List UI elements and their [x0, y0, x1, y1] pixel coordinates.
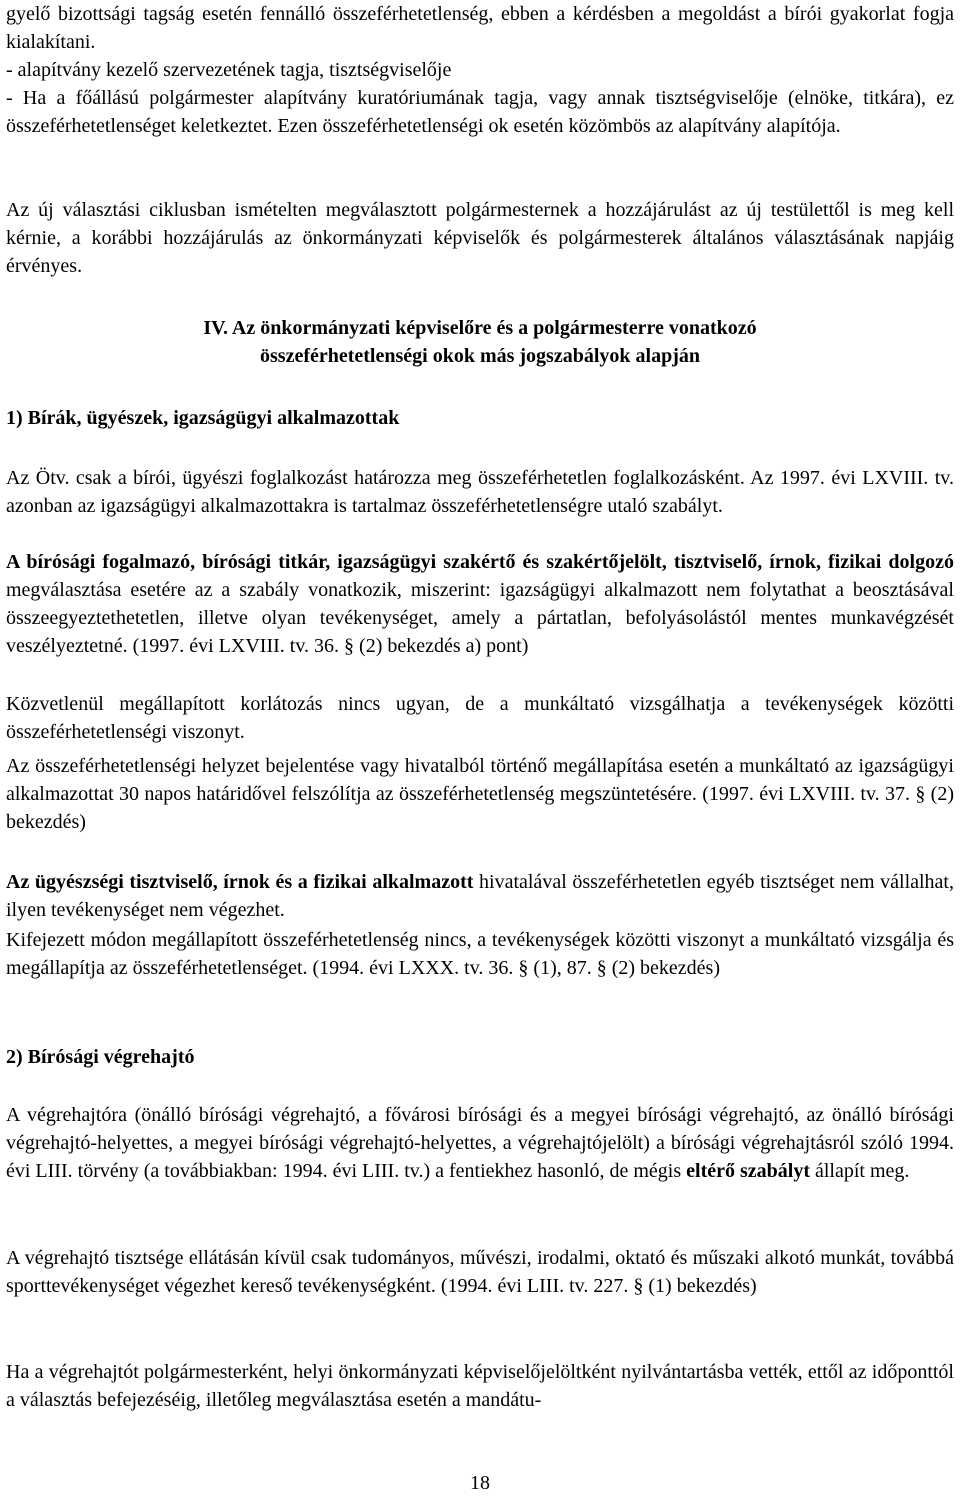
section-heading: IV. Az önkormányzati képviselőre és a polgármesterre vonatkozó [203, 317, 757, 339]
bold-text: Az ügyészségi tisztviselő, írnok és a fizikai alkalmazott [6, 871, 474, 893]
paragraph: Kifejezett módon megállapított összeférhetetlenség nincs, a tevékenységek közötti viszonyt a munkáltató vizsgálja és megállapítja az összeférhetetlenséget. (1994. évi LXXX. tv. 36. § (1), 87. § (2) bekezdés) [6, 929, 954, 979]
paragraph: Közvetlenül megállapított korlátozás nincs ugyan, de a munkáltató vizsgálhatja a tevékenységek közötti összeférhetetlenségi viszonyt. [6, 693, 954, 743]
paragraph [6, 1101, 954, 1185]
bold-text: A bírósági fogalmazó, bírósági titkár, igazságügyi szakértő és szakértőjelölt, tisztviselő, írnok, fizikai dolgozó [6, 551, 954, 573]
paragraph: A végrehajtó tisztsége ellátásán kívül csak tudományos, művészi, irodalmi, oktató és műszaki alkotó munkát, továbbá sporttevékenységet végezhet kereső tevékenységként. (1994. évi LIII. tv. 227. § (1) bekezdés) [6, 1247, 954, 1297]
section-heading: összeférhetetlenségi okok más jogszabályok alapján [260, 345, 700, 367]
paragraph: Az új választási ciklusban ismételten megválasztott polgármesternek a hozzájárulást az új testülettől is meg kell kérnie, a korábbi hozzájárulás az önkormányzati képviselők és polgármesterek általános választásának napjáig érvényes. [6, 199, 954, 277]
page-number: 18 [470, 1472, 490, 1494]
paragraph-text: A végrehajtóra (önálló bírósági végrehajtó, a fővárosi bírósági és a megyei bírósági végrehajtó, az önálló bírósági végrehajtó-helyettes, a megyei bírósági végrehajtó-helyettes, a végrehajtójelölt) a bírósági végrehajtásról szóló 1994. évi LIII. törvény (a továbbiakban: 1994. évi LIII. tv.) a fentiekhez hasonló, de mégis [6, 1104, 954, 1182]
paragraph: - Ha a főállású polgármester alapítvány kuratóriumának tagja, vagy annak tisztségviselője (elnöke, titkára), ez összeférhetetlenséget keletkeztet. Ezen összeférhetetlenségi ok esetén közömbös az alapítvány alapítója. [6, 87, 954, 137]
subsection-heading: 2) Bírósági végrehajtó [6, 1046, 195, 1068]
paragraph-text: megválasztása esetére az a szabály vonatkozik, miszerint: igazságügyi alkalmazott nem folytathat a beosztásával összeegyeztethetetlen, illetve olyan tevékenységet, amely a pártatlan, befolyásolástól mentes munkavégzését veszélyeztetné. (1997. évi LXVIII. tv. 36. § (2) bekezdés a) pont) [6, 579, 954, 657]
paragraph [6, 548, 954, 660]
paragraph-text: hivatalával összeférhetetlen egyéb tisztséget nem vállalhat, ilyen tevékenységet nem végezhet. [6, 871, 954, 921]
subsection-heading: 1) Bírák, ügyészek, igazságügyi alkalmazottak [6, 407, 400, 429]
paragraph: - alapítvány kezelő szervezetének tagja, tisztségviselője [6, 59, 452, 81]
bold-text: eltérő szabályt [686, 1160, 810, 1182]
paragraph: gyelő bizottsági tagság esetén fennálló összeférhetetlenség, ebben a kérdésben a megoldást a bírói gyakorlat fogja kialakítani. [6, 3, 954, 53]
paragraph [6, 868, 954, 924]
paragraph: Az Ötv. csak a bírói, ügyészi foglalkozást határozza meg összeférhetetlen foglalkozásként. Az 1997. évi LXVIII. tv. azonban az igazságügyi alkalmazottakra is tartalmaz összeférhetetlenségre utaló szabályt. [6, 467, 954, 517]
paragraph: Az összeférhetetlenségi helyzet bejelentése vagy hivatalból történő megállapítása esetén a munkáltató az igazságügyi alkalmazottat 30 napos határidővel felszólítja az összeférhetetlenség megszüntetésére. (1997. évi LXVIII. tv. 37. § (2) bekezdés) [6, 755, 954, 833]
paragraph: Ha a végrehajtót polgármesterként, helyi önkormányzati képviselőjelöltként nyilvántartásba vették, ettől az időponttól a választás befejezéséig, illetőleg megválasztása esetén a mandátu- [6, 1361, 954, 1411]
paragraph-text: állapít meg. [810, 1160, 910, 1182]
